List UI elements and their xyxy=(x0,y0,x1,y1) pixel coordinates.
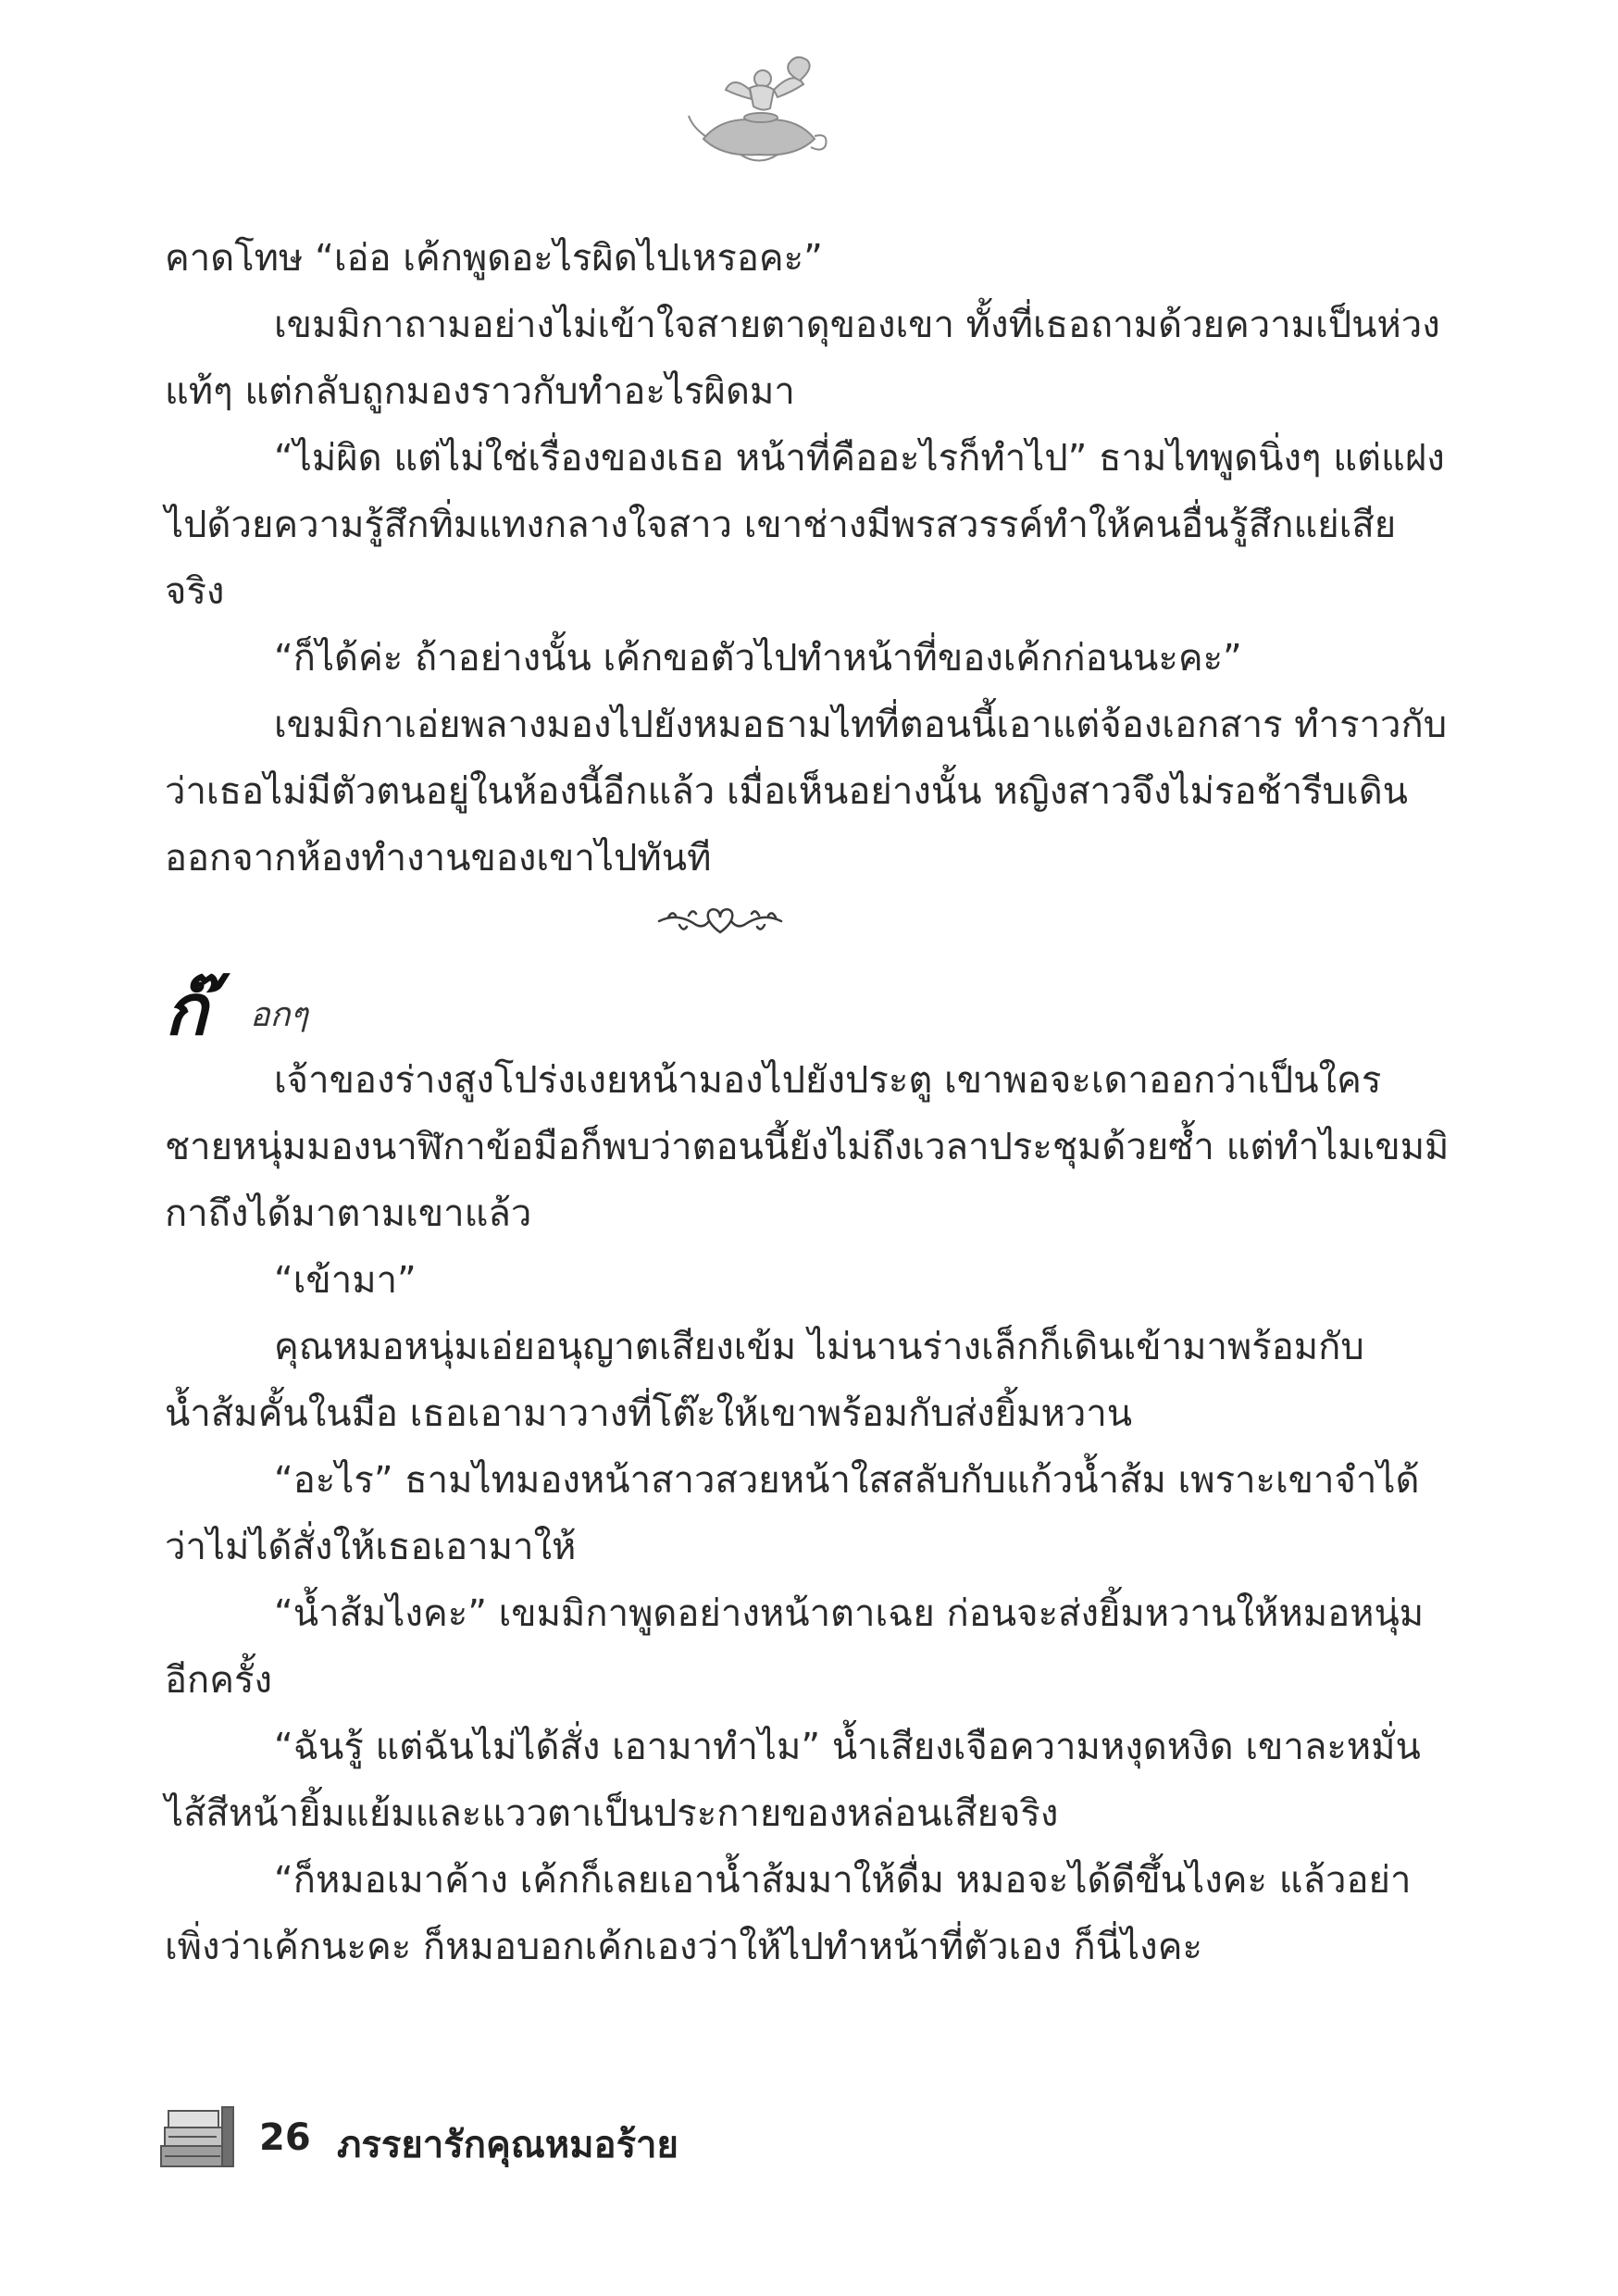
section-opening xyxy=(165,958,1451,1051)
paragraph: “อะไร” ธามไทมองหน้าสาวสวยหน้าใสสลับกับแก้วน้ำส้ม เพราะเขาจำได้ว่าไม่ได้สั่งให้เธอเอามาให้ xyxy=(165,1459,1420,1568)
dropcap-rest: อกๆ xyxy=(250,996,308,1034)
paragraph: เขมมิกาเอ่ยพลางมองไปยังหมอธามไทที่ตอนนี้เอาแต่จ้องเอกสาร ทำราวกับว่าเธอไม่มีตัวตนอยู่ในห้องนี้อีกแล้ว เมื่อเห็นอย่างนั้น หญิงสาวจึงไม่รอช้ารีบเดินออกจากห้องทำงานของเขาไปทันที xyxy=(165,704,1448,880)
paragraphs-before xyxy=(165,225,1451,892)
dropcap-letter: ก๊ xyxy=(165,968,208,1051)
paragraph: “ฉันรู้ แต่ฉันไม่ได้สั่ง เอามาทำไม” น้ำเสียงเจือความหงุดหงิด เขาละหมั่นไส้สีหน้ายิ้มแย้มและแววตาเป็นประกายของหล่อนเสียจริง xyxy=(165,1726,1421,1835)
page-footer xyxy=(156,2100,989,2174)
cupid-teapot-ornament xyxy=(685,51,833,171)
paragraph: “ก็หมอเมาค้าง เค้กก็เลยเอาน้ำส้มมาให้ดื่ม หมอจะได้ดีขึ้นไงคะ แล้วอย่าเพิ่งว่าเค้กนะคะ ก็หมอบอกเค้กเองว่าให้ไปทำหน้าที่ตัวเอง ก็นี่ไงคะ xyxy=(165,1859,1412,1968)
body-text xyxy=(165,225,1451,1980)
section-divider xyxy=(165,892,1451,958)
paragraph: เขมมิกาถามอย่างไม่เข้าใจสายตาดุของเขา ทั้งที่เธอถามด้วยความเป็นห่วงแท้ๆ แต่กลับถูกมองราวกับทำอะไรผิดมา xyxy=(165,304,1440,413)
paragraph: “ก็ได้ค่ะ ถ้าอย่างนั้น เค้กขอตัวไปทำหน้าที่ของเค้กก่อนนะคะ” xyxy=(274,637,1242,680)
paragraph: “เข้ามา” xyxy=(274,1259,417,1302)
paragraph: “ไม่ผิด แต่ไม่ใช่เรื่องของเธอ หน้าที่คืออะไรก็ทำไป” ธามไทพูดนิ่งๆ แต่แฝงไปด้วยความรู้สึกทิ่มแทงกลางใจสาว เขาช่างมีพรสวรรค์ทำให้คนอื่นรู้สึกแย่เสียจริง xyxy=(165,437,1445,613)
vine-heart-divider-icon xyxy=(655,901,785,942)
book-stack-icon xyxy=(156,2100,239,2174)
paragraph: เจ้าของร่างสูงโปร่งเงยหน้ามองไปยังประตู เขาพอจะเดาออกว่าเป็นใคร ชายหนุ่มมองนาฬิกาข้อมือก็พบว่าตอนนี้ยังไม่ถึงเวลาประชุมด้วยซ้ำ แต่ทำไมเขมมิกาถึงได้มาตามเขาแล้ว xyxy=(165,1059,1450,1235)
page-number: 26 xyxy=(259,2116,311,2159)
paragraph: คาดโทษ “เอ่อ เค้กพูดอะไรผิดไปเหรอคะ” xyxy=(165,237,823,280)
paragraph: “น้ำส้มไงคะ” เขมมิกาพูดอย่างหน้าตาเฉย ก่อนจะส่งยิ้มหวานให้หมอหนุ่มอีกครั้ง xyxy=(165,1592,1425,1702)
book-title: ภรรยารักคุณหมอร้าย xyxy=(337,2124,678,2166)
paragraphs-after xyxy=(165,1047,1451,1980)
paragraph: คุณหมอหนุ่มเอ่ยอนุญาตเสียงเข้ม ไม่นานร่างเล็กก็เดินเข้ามาพร้อมกับน้ำส้มคั้นในมือ เธอเอามาวางที่โต๊ะให้เขาพร้อมกับส่งยิ้มหวาน xyxy=(165,1326,1364,1435)
